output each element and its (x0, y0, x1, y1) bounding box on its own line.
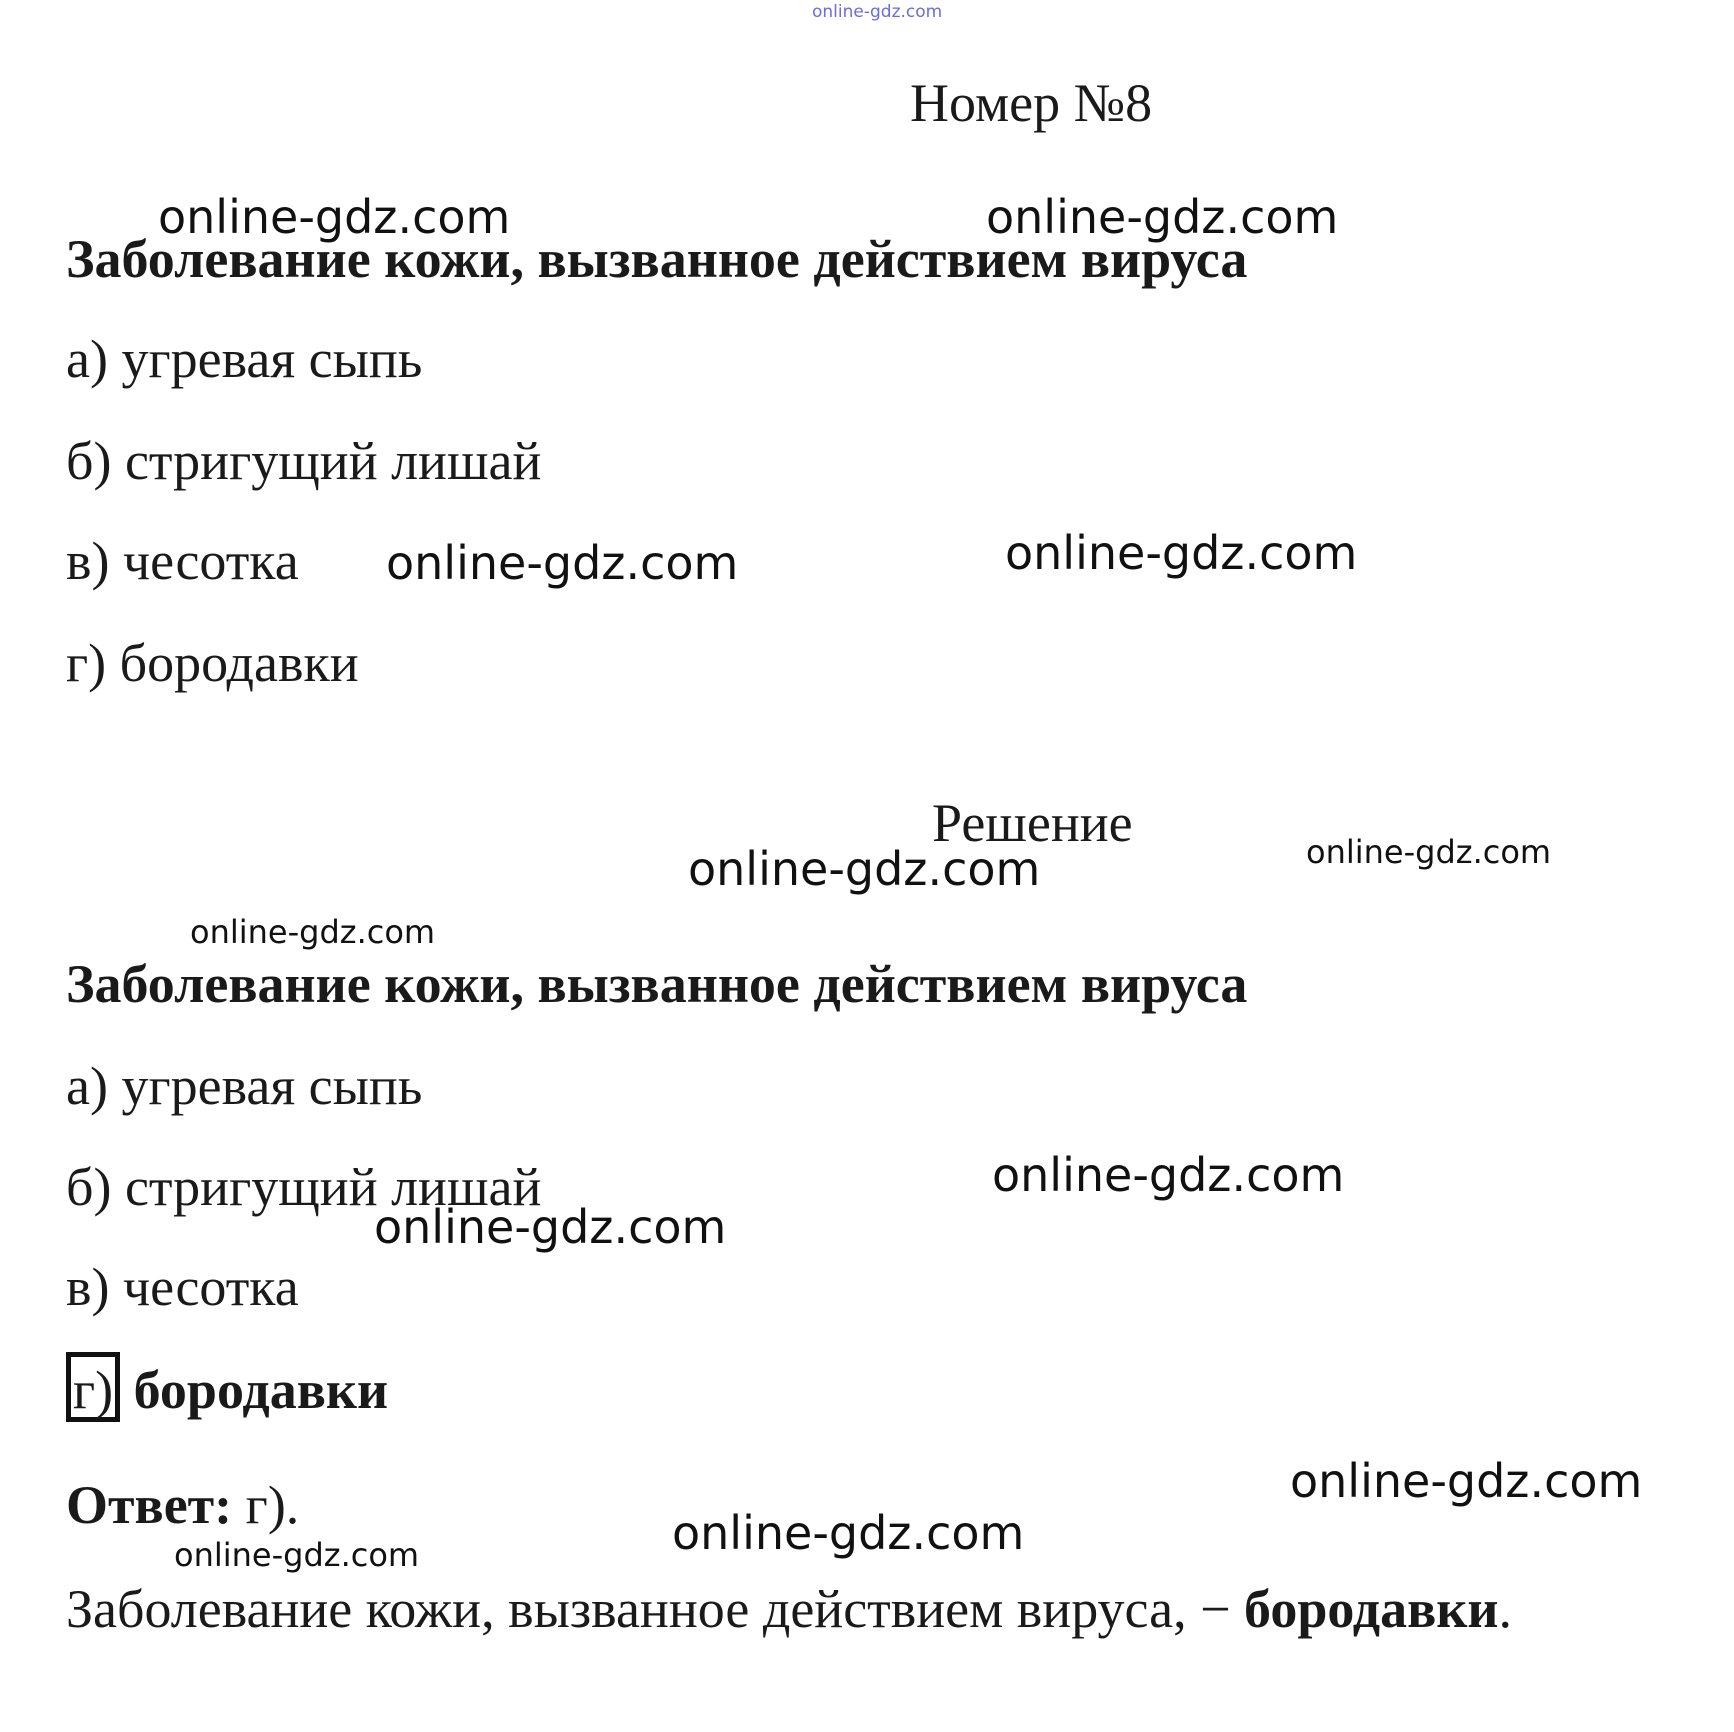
answer-line (66, 1474, 299, 1536)
selected-option-text: бородавки (133, 1360, 389, 1420)
problem-question: Заболевание кожи, вызванное действием вируса (66, 229, 1248, 289)
watermark: online-gdz.com (158, 190, 511, 244)
problem-option-b: б) стригущий лишай (66, 431, 542, 491)
watermark: online-gdz.com (986, 190, 1339, 244)
watermark: online-gdz.com (1005, 526, 1358, 580)
watermark: online-gdz.com (1290, 1454, 1643, 1508)
solution-option-c: в) чесотка (66, 1257, 299, 1317)
explanation (66, 1578, 1512, 1640)
solution-option-b: б) стригущий лишай (66, 1157, 542, 1217)
watermark: online-gdz.com (174, 1536, 420, 1574)
problem-title: Номер №8 (910, 73, 1153, 133)
problem-option-d: г) бородавки (66, 633, 359, 693)
watermark: online-gdz.com (374, 1200, 727, 1254)
selected-option-marker: г) (66, 1352, 120, 1422)
watermark: online-gdz.com (672, 1506, 1025, 1560)
watermark: online-gdz.com (1306, 833, 1552, 871)
watermark-tiny: online-gdz.com (812, 2, 943, 22)
explanation-prefix: Заболевание кожи, вызванное действием вируса, − (66, 1579, 1245, 1639)
problem-option-c: в) чесотка (66, 531, 299, 591)
answer-label: Ответ: (66, 1475, 233, 1535)
solution-question: Заболевание кожи, вызванное действием вируса (66, 954, 1248, 1014)
solution-title: Решение (932, 793, 1133, 853)
problem-option-a: а) угревая сыпь (66, 329, 423, 389)
explanation-bold: бородавки (1244, 1579, 1499, 1639)
watermark: online-gdz.com (386, 536, 739, 590)
explanation-suffix: . (1498, 1579, 1513, 1639)
solution-option-a: а) угревая сыпь (66, 1056, 423, 1116)
watermark: online-gdz.com (688, 842, 1041, 896)
watermark: online-gdz.com (190, 913, 436, 951)
answer-value: г). (245, 1475, 300, 1535)
watermark: online-gdz.com (992, 1148, 1345, 1202)
selected-option (66, 1352, 388, 1422)
